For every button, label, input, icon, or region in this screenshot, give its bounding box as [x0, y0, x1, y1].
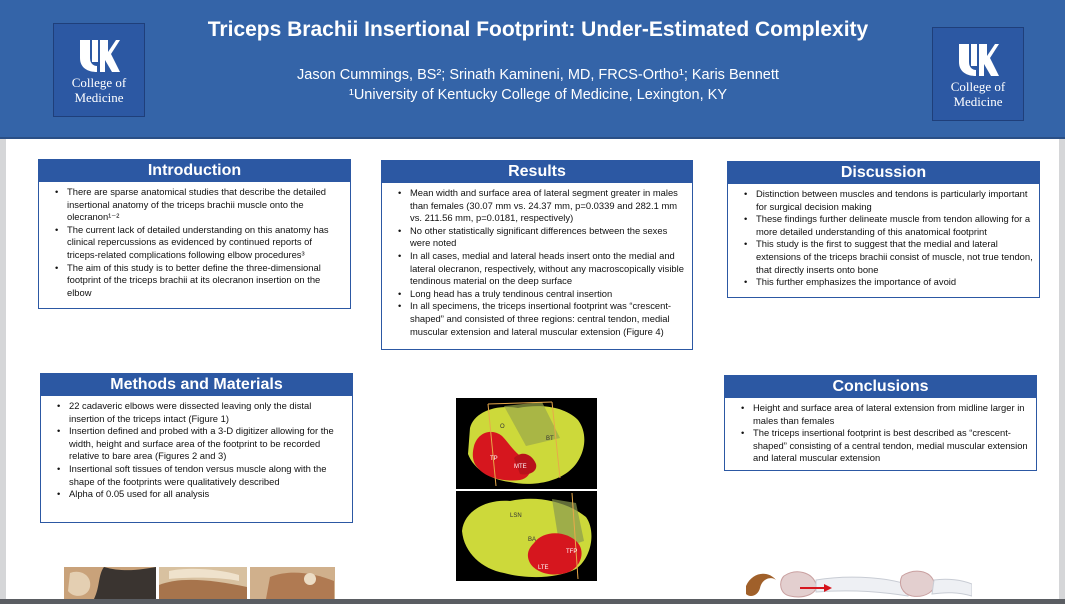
- figure-label: TP: [490, 456, 498, 462]
- discussion-list: [742, 188, 1033, 289]
- introduction-heading: Introduction: [39, 160, 350, 182]
- logo-text-line1: College of: [950, 79, 1006, 94]
- list-item: • Distinction between muscles and tendons is particularly important for surgical decision making: [744, 188, 1033, 213]
- figure-label: BA: [528, 537, 537, 543]
- poster-header: [0, 0, 1065, 139]
- logo-text-line2: Medicine: [953, 94, 1003, 109]
- uk-college-of-medicine-logo-left: [53, 23, 145, 117]
- figure-label: O: [500, 424, 505, 430]
- list-item: • Insertion defined and probed with a 3-D digitizer allowing for the width, height and surface area of the footprint to be recorded relative to bare area (Figures 2 and 3): [57, 425, 346, 463]
- conclusions-heading: Conclusions: [725, 376, 1036, 398]
- list-item: • Height and surface area of lateral extension from midline larger in males than females: [741, 402, 1030, 427]
- uk-logo-icon: [78, 38, 120, 74]
- figure-label: LTE: [538, 565, 549, 571]
- figure-label: TFP: [566, 549, 578, 555]
- conclusions-list: [739, 402, 1030, 465]
- list-item: • 22 cadaveric elbows were dissected leaving only the distal insertion of the triceps intact (Figure 1): [57, 400, 346, 425]
- poster-title: Triceps Brachii Insertional Footprint: Under-Estimated Complexity: [207, 18, 869, 41]
- elbow-diagram-illustration: [742, 566, 972, 599]
- figure-label: MTE: [514, 464, 527, 470]
- figure-label: LSN: [510, 513, 522, 519]
- methods-heading: Methods and Materials: [41, 374, 352, 396]
- uk-college-of-medicine-logo-right: [932, 27, 1024, 121]
- introduction-list: [53, 186, 344, 299]
- logo-text-line2: Medicine: [74, 90, 124, 105]
- poster-affiliation: ¹University of Kentucky College of Medicine, Lexington, KY: [349, 87, 727, 103]
- list-item: • Insertional soft tissues of tendon versus muscle along with the shape of the footprints were qualitatively described: [57, 463, 346, 488]
- list-item: • The triceps insertional footprint is best described as “crescent-shaped” consisting of a central tendon, medial muscular extension and lateral muscular extension: [741, 427, 1030, 465]
- results-section: [381, 160, 693, 350]
- poster-authors: Jason Cummings, BS²; Srinath Kamineni, MD, FRCS-Ortho¹; Karis Bennett: [297, 67, 779, 83]
- list-item: • The aim of this study is to better define the three-dimensional footprint of the triceps brachii at its olecranon insertion on the elbow: [55, 262, 344, 300]
- cadaver-photo-2: [159, 567, 247, 599]
- methods-list: [55, 400, 346, 501]
- list-item: • Mean width and surface area of lateral segment greater in males than females (30.07 mm vs. 24.37 mm, p=0.0339 and 282.1 mm vs. 211.56 mm, p=0.0181, respectively): [398, 187, 686, 225]
- footprint-render-bottom: [456, 491, 597, 581]
- right-margin-strip: [1059, 139, 1065, 599]
- conclusions-section: [724, 375, 1037, 471]
- list-item: • Long head has a truly tendinous central insertion: [398, 288, 686, 301]
- footprint-figure-bottom: [456, 491, 597, 581]
- list-item: • Alpha of 0.05 used for all analysis: [57, 488, 346, 501]
- logo-text-line1: College of: [71, 75, 127, 90]
- list-item: • No other statistically significant differences between the sexes were noted: [398, 225, 686, 250]
- discussion-heading: Discussion: [728, 162, 1039, 184]
- results-list: [396, 187, 686, 338]
- methods-section: [40, 373, 353, 523]
- list-item: • These findings further delineate muscle from tendon allowing for a more detailed understanding of this anatomical footprint: [744, 213, 1033, 238]
- uk-logo-icon: [957, 42, 999, 78]
- discussion-section: [727, 161, 1040, 298]
- list-item: • In all cases, medial and lateral heads insert onto the medial and lateral olecranon, respectively, without any macroscopically visible tendinous material on the deep surface: [398, 250, 686, 288]
- results-heading: Results: [382, 161, 692, 183]
- list-item: • This study is the first to suggest that the medial and lateral extensions of the triceps brachii consist of muscle, not true tendon, that directly inserts onto bone: [744, 238, 1033, 276]
- footprint-render-top: [456, 398, 597, 489]
- list-item: • There are sparse anatomical studies that describe the detailed insertional anatomy of the triceps brachii muscle onto the olecranon¹⁻²: [55, 186, 344, 224]
- introduction-section: [38, 159, 351, 309]
- list-item: • In all specimens, the triceps insertional footprint was “crescent-shaped” and consisted of three regions: central tendon, medial muscular extension and lateral muscular extension (Figure 4): [398, 300, 686, 338]
- figure-label: BT: [546, 436, 554, 442]
- cadaver-photo-1: [64, 567, 156, 599]
- footprint-figure-top: [456, 398, 597, 489]
- cadaver-photo-3: [250, 567, 335, 599]
- left-margin-strip: [0, 139, 6, 599]
- list-item: • This further emphasizes the importance of avoid: [744, 276, 1033, 289]
- list-item: • The current lack of detailed understanding on this anatomy has clinical repercussions as evidenced by continued reports of triceps-related complications following elbow procedures³: [55, 224, 344, 262]
